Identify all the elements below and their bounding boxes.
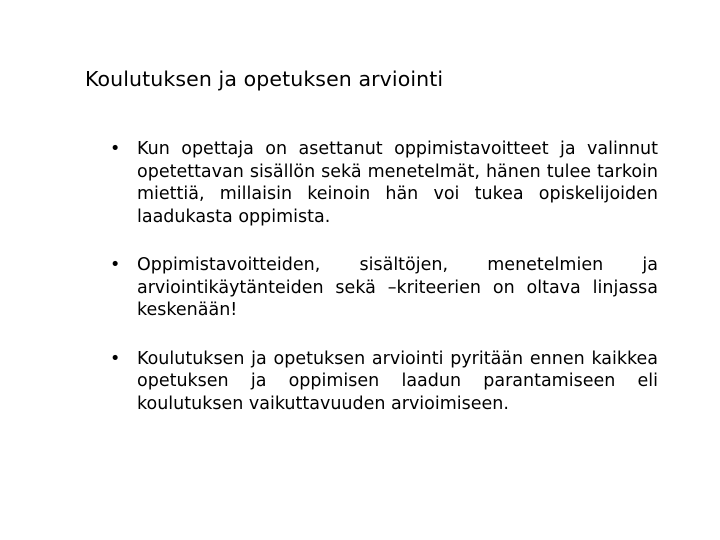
- bullet-list: [110, 138, 658, 415]
- bullet-text: Oppimistavoitteiden, sisältöjen, menetelmien ja arviointikäytänteiden sekä –kriteerien on oltava linjassa keskenään!: [137, 255, 658, 320]
- bullet-marker-icon: •: [110, 139, 121, 159]
- bullet-text: Koulutuksen ja opetuksen arviointi pyritään ennen kaikkea opetuksen ja oppimisen laadun parantamiseen eli koulutuksen vaikuttavuuden arvioimiseen.: [137, 348, 658, 414]
- bullet-text: Kun opettaja on asettanut oppimistavoitteet ja valinnut opetettavan sisällön sekä menetelmät, hänen tulee tarkoin miettiä, millaisin keinoin hän voi tukea opiskelijoiden laadukasta oppimista.: [137, 139, 658, 227]
- bullet-item: [110, 138, 658, 228]
- bullet-marker-icon: •: [110, 348, 121, 369]
- bullet-item: [110, 254, 658, 322]
- bullet-marker-icon: •: [110, 255, 121, 275]
- bullet-item: [110, 348, 658, 416]
- slide-title: Koulutuksen ja opetuksen arviointi: [85, 67, 444, 91]
